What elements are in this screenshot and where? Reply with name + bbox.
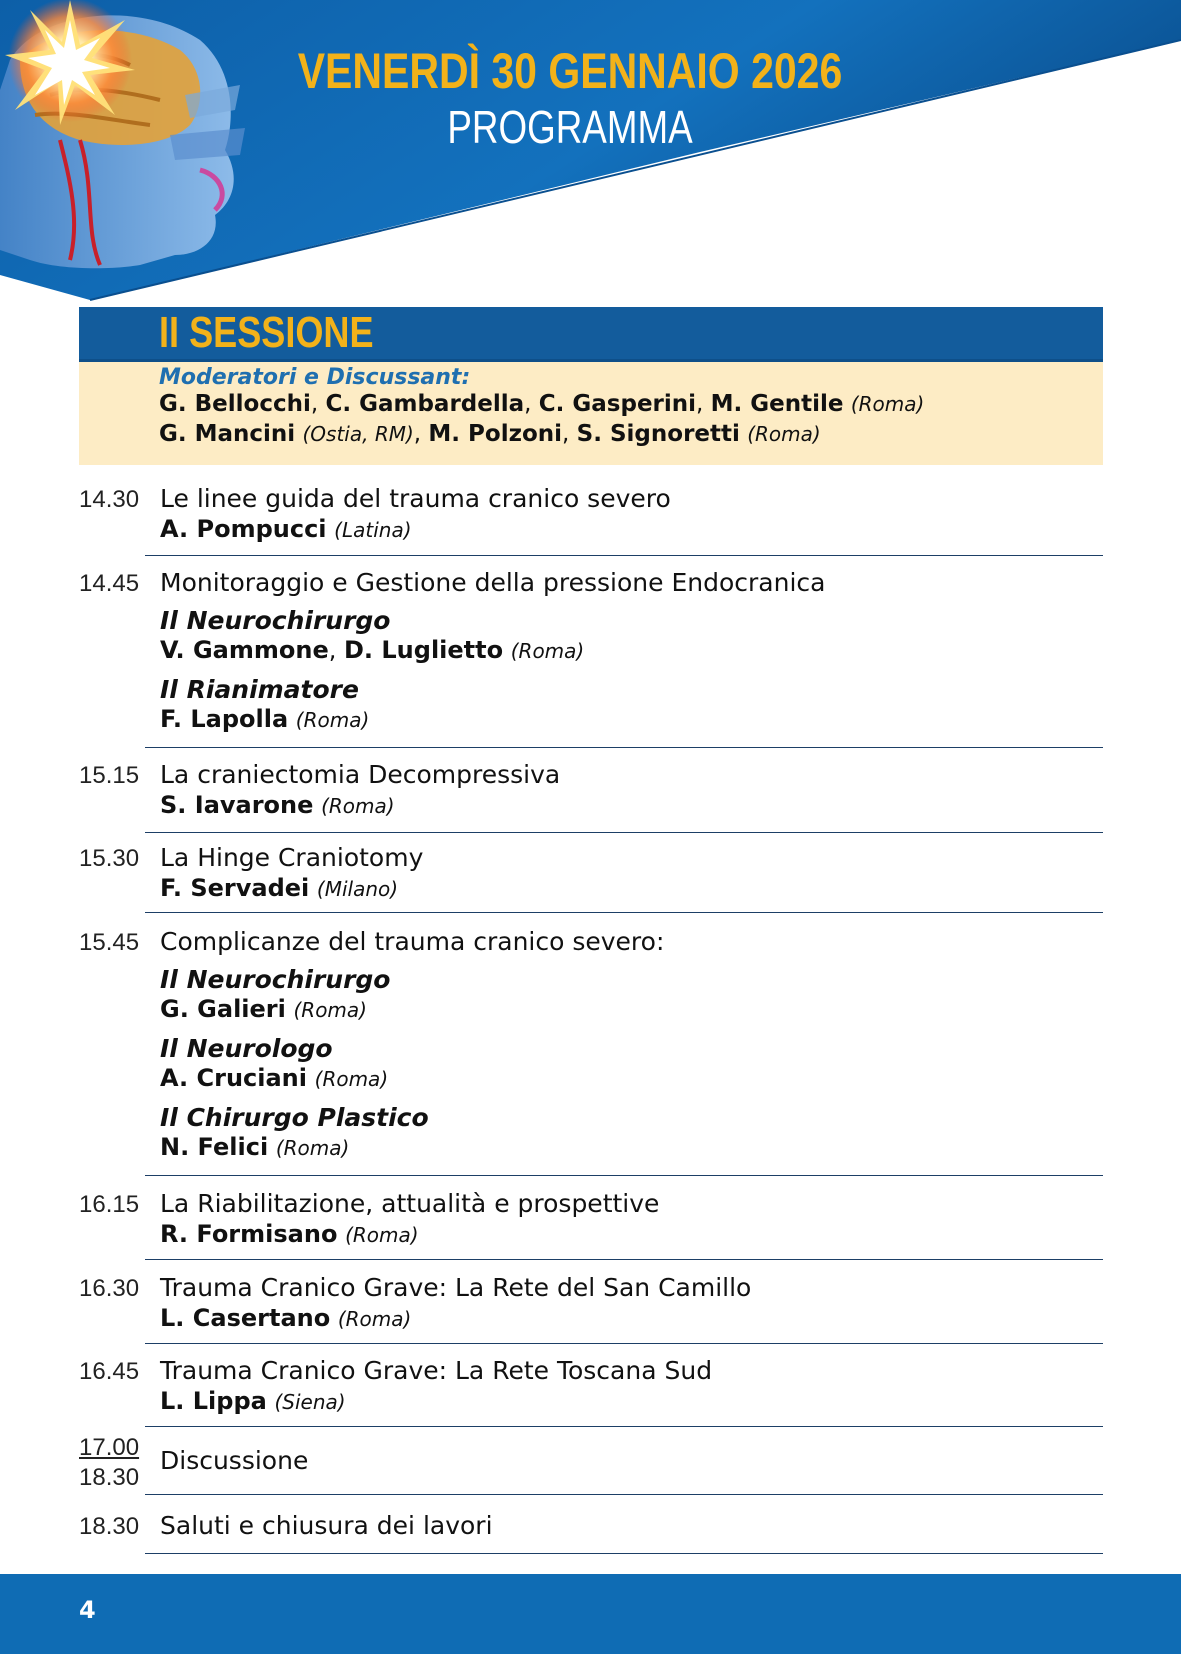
moderator-city: (Ostia, RM) bbox=[302, 422, 414, 446]
speaker-name: D. Luglietto bbox=[343, 636, 504, 664]
row-divider bbox=[145, 1426, 1103, 1427]
speaker-city: (Roma) bbox=[314, 1067, 389, 1091]
speaker-name: R. Formisano bbox=[160, 1220, 338, 1248]
item-time: 16.45 bbox=[79, 1358, 140, 1385]
speaker-name: L. Lippa bbox=[160, 1387, 267, 1415]
speaker-city: (Roma) bbox=[293, 998, 367, 1022]
row-divider bbox=[145, 1553, 1103, 1554]
row-divider bbox=[145, 1175, 1103, 1176]
name-separator bbox=[844, 391, 851, 417]
moderator-name: C. Gasperini bbox=[538, 391, 697, 417]
moderator-name: G. Mancini bbox=[159, 421, 296, 447]
item-title: La Riabilitazione, attualità e prospettive bbox=[160, 1189, 660, 1218]
speaker-name: V. Gammone bbox=[160, 636, 329, 664]
moderators-line-2: G. Mancini (Ostia, RM), M. Polzoni, S. Signoretti (Roma) bbox=[159, 421, 821, 447]
moderator-name: C. Gambardella bbox=[325, 391, 525, 417]
item-title: Saluti e chiusura dei lavori bbox=[160, 1511, 493, 1540]
moderators-line-1 bbox=[159, 391, 924, 417]
event-date: VENERDÌ 30 GENNAIO 2026 bbox=[297, 43, 843, 99]
item-time: 15.30 bbox=[79, 845, 140, 872]
speaker-role: Il Neurologo bbox=[160, 1034, 333, 1063]
moderator-city: (Roma) bbox=[850, 392, 925, 416]
speaker-city: (Roma) bbox=[345, 1223, 419, 1247]
speaker-name: A. Pompucci bbox=[160, 515, 327, 543]
speaker-name: N. Felici bbox=[160, 1133, 269, 1161]
item-title: Trauma Cranico Grave: La Rete Toscana Sud bbox=[160, 1356, 713, 1385]
item-speaker-line bbox=[160, 791, 395, 819]
speaker-city: (Roma) bbox=[321, 794, 395, 818]
row-divider bbox=[145, 747, 1103, 748]
row-divider bbox=[145, 1259, 1103, 1260]
item-time: 14.30 bbox=[79, 486, 140, 513]
item-time-range bbox=[79, 1433, 139, 1493]
moderator-name: G. Bellocchi bbox=[159, 391, 311, 417]
item-title: Monitoraggio e Gestione della pressione Endocranica bbox=[160, 568, 826, 597]
speaker-city: (Roma) bbox=[510, 639, 585, 663]
item-speaker-line bbox=[160, 515, 412, 543]
item-title: Complicanze del trauma cranico severo: bbox=[160, 927, 665, 956]
speaker-city: (Latina) bbox=[334, 518, 412, 542]
item-speaker-line bbox=[160, 1220, 419, 1248]
page-footer bbox=[0, 1574, 1181, 1654]
item-speaker-line bbox=[160, 705, 369, 733]
item-title: Discussione bbox=[160, 1446, 309, 1475]
moderator-city: (Roma) bbox=[747, 422, 821, 446]
item-time: 18.30 bbox=[79, 1513, 140, 1540]
name-separator: , bbox=[696, 391, 711, 417]
name-separator: , bbox=[524, 391, 539, 417]
speaker-name: F. Servadei bbox=[160, 874, 310, 902]
page-number: 4 bbox=[79, 1596, 96, 1624]
row-divider bbox=[145, 912, 1103, 913]
item-time: 15.45 bbox=[79, 929, 140, 956]
moderator-name: M. Gentile bbox=[710, 391, 844, 417]
speaker-name: A. Cruciani bbox=[160, 1064, 307, 1092]
speaker-role: Il Neurochirurgo bbox=[160, 606, 391, 635]
row-divider bbox=[145, 1494, 1103, 1495]
speaker-city: (Roma) bbox=[275, 1136, 350, 1160]
moderator-name: M. Polzoni bbox=[428, 421, 563, 447]
item-time: 16.15 bbox=[79, 1191, 140, 1218]
item-title: La craniectomia Decompressiva bbox=[160, 760, 561, 789]
session-header bbox=[79, 307, 1103, 362]
item-time: 16.30 bbox=[79, 1275, 140, 1302]
item-time-start: 17.00 bbox=[79, 1434, 140, 1461]
moderators-label: Moderatori e Discussant: bbox=[159, 365, 471, 390]
speaker-role: Il Neurochirurgo bbox=[160, 965, 391, 994]
speaker-name: F. Lapolla bbox=[160, 705, 289, 733]
moderators-panel bbox=[79, 362, 1103, 465]
item-speaker-line bbox=[160, 995, 367, 1023]
speaker-role: Il Chirurgo Plastico bbox=[160, 1103, 429, 1132]
item-time-end: 18.30 bbox=[79, 1464, 140, 1491]
row-divider bbox=[145, 832, 1103, 833]
program-heading: PROGRAMMA bbox=[447, 101, 693, 153]
header-banner bbox=[0, 0, 1181, 310]
item-title: Le linee guida del trauma cranico severo bbox=[160, 484, 671, 513]
session-title: II SESSIONE bbox=[159, 308, 374, 357]
speaker-name: S. Iavarone bbox=[160, 791, 314, 819]
item-speaker-line bbox=[160, 874, 398, 902]
row-divider bbox=[145, 555, 1103, 556]
speaker-city: (Roma) bbox=[295, 708, 370, 732]
item-time: 15.15 bbox=[79, 762, 140, 789]
item-speaker-line bbox=[160, 1387, 346, 1415]
item-time: 14.45 bbox=[79, 570, 140, 597]
speaker-name: G. Galieri bbox=[160, 995, 286, 1023]
item-title: La Hinge Craniotomy bbox=[160, 843, 424, 872]
row-divider bbox=[145, 1343, 1103, 1344]
moderator-name: S. Signoretti bbox=[576, 421, 740, 447]
name-separator: , bbox=[310, 391, 326, 417]
item-speaker-line bbox=[160, 1133, 349, 1161]
item-speaker-line: V. Gammone, D. Luglietto (Roma) bbox=[160, 636, 585, 664]
speaker-name: L. Casertano bbox=[160, 1304, 331, 1332]
speaker-city: (Milano) bbox=[316, 877, 399, 901]
speaker-city: (Siena) bbox=[274, 1390, 346, 1414]
item-speaker-line bbox=[160, 1304, 411, 1332]
item-title: Trauma Cranico Grave: La Rete del San Camillo bbox=[160, 1273, 752, 1302]
speaker-role: Il Rianimatore bbox=[160, 675, 359, 704]
speaker-city: (Roma) bbox=[337, 1307, 412, 1331]
item-speaker-line bbox=[160, 1064, 388, 1092]
